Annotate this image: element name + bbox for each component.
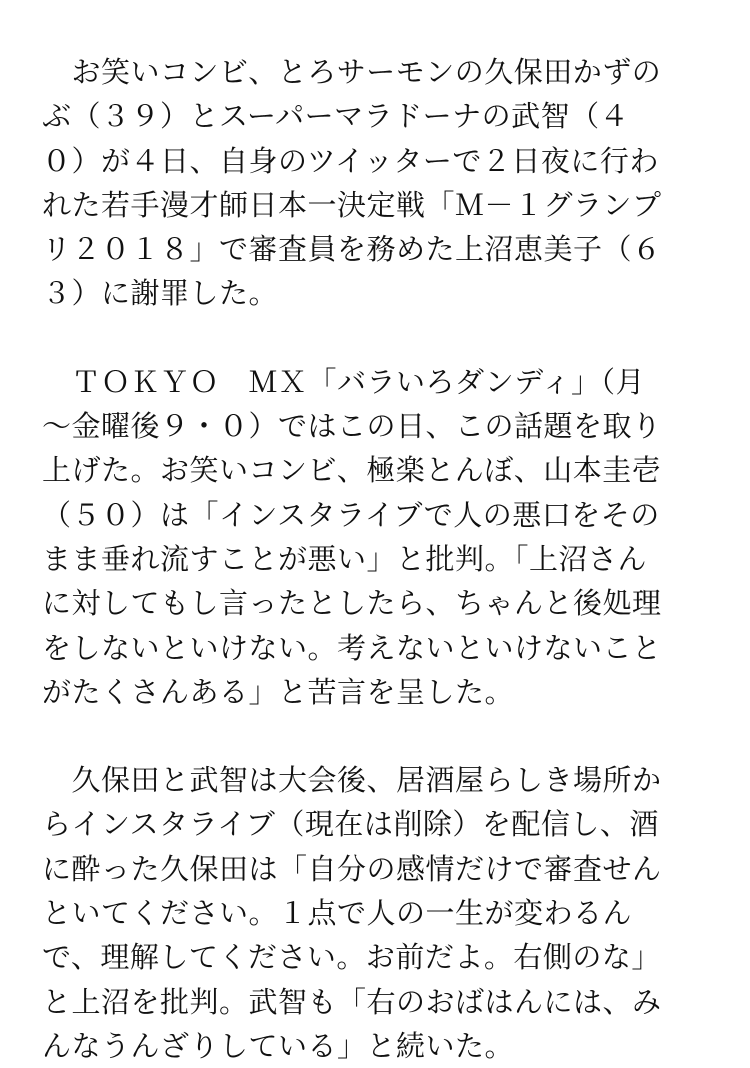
text-line: といてください。１点で人の一生が変わるん [42,896,633,931]
text-line: をしないといけない。考えないといけないこと [42,630,662,665]
text-line: に酔った久保田は「自分の感情だけで審査せん [42,851,662,886]
text-line: （５０）は「インスタライブで人の悪口をその [42,497,660,532]
text-line: リ２０１８」で審査員を務めた上沼恵美子（６ [42,232,662,267]
paragraph-tv-show [42,360,720,714]
text-line: ＴＯＫＹＯ ＭＸ「バラいろダンディ」（月 [42,364,645,399]
text-line: ぶ（３９）とスーパーマラドーナの武智（４ [42,99,630,134]
text-line: ３）に謝罪した。 [42,276,279,311]
paragraph-gap [42,714,720,758]
text-line: 久保田と武智は大会後、居酒屋らしき場所か [42,763,662,798]
text-line: らインスタライブ（現在は削除）を配信し、酒 [42,807,659,842]
paragraph-apology [42,50,720,316]
text-line: まま垂れ流すことが悪い」と批判。「上沼さん [42,541,648,576]
text-line: で、理解してください。お前だよ。右側のな」 [42,940,661,975]
text-line: がたくさんある」と苦言を呈した。 [42,674,515,709]
text-line: 上げた。お笑いコンビ、極楽とんぼ、山本圭壱 [42,453,662,488]
text-line: に対してもし言ったとしたら、ちゃんと後処理 [42,586,662,621]
text-line: れた若手漫才師日本一決定戦「Ｍ－１グランプ [42,187,662,222]
text-line: ～金曜後９・０）ではこの日、この話題を取り [42,409,662,444]
paragraph-gap [42,316,720,360]
text-line: お笑いコンビ、とろサーモンの久保田かずの [42,55,662,89]
text-line: と上沼を批判。武智も「右のおばはんには、み [42,984,662,1019]
text-line: んなうんざりしている」と続いた。 [42,1028,515,1063]
text-line: ０）が４日、自身のツイッターで２日夜に行わ [42,143,659,178]
paragraph-instagram-live [42,758,720,1068]
